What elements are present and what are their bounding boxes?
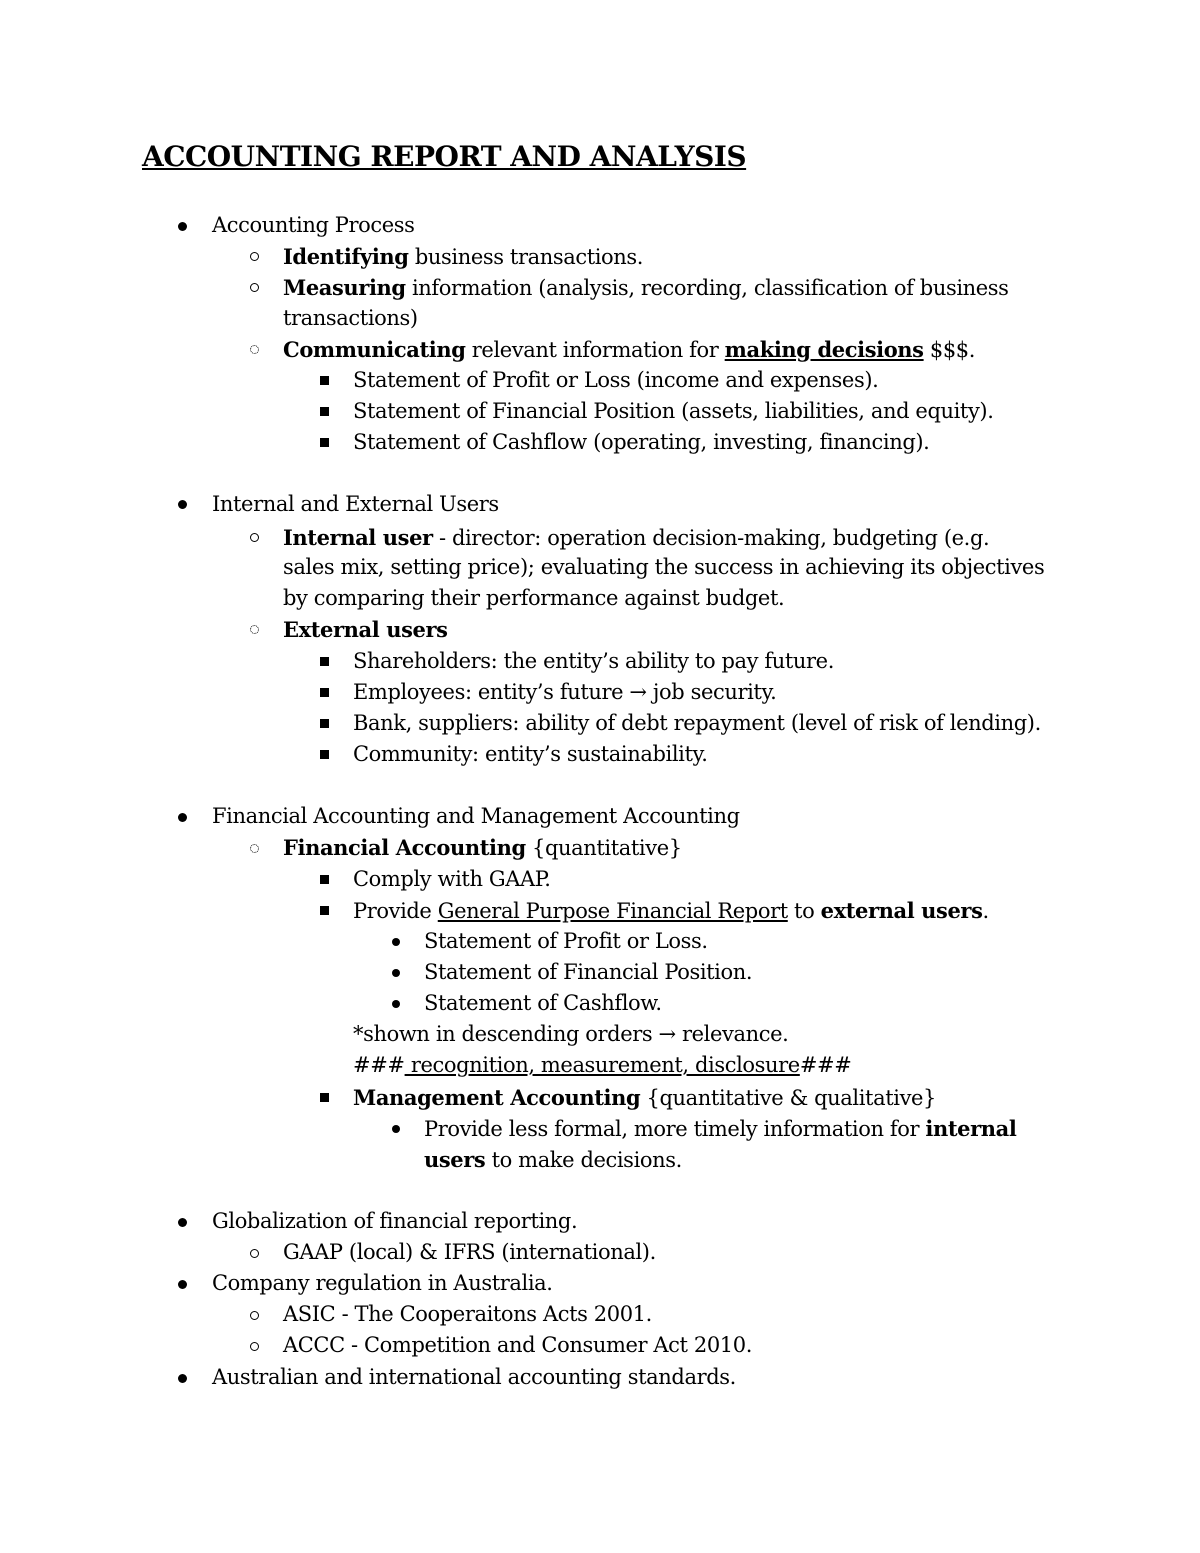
report-financial-position: Statement of Financial Position. bbox=[424, 960, 753, 984]
section-heading-globalization: Globalization of financial reporting. bbox=[212, 1209, 578, 1233]
note-recognition: ### recognition, measurement, disclosure### bbox=[353, 1053, 852, 1077]
external-community: Community: entity’s sustainability. bbox=[353, 742, 708, 766]
external-employees: Employees: entity’s future → job security. bbox=[353, 680, 777, 704]
report-profit-loss: Statement of Profit or Loss. bbox=[424, 929, 708, 953]
bullet-disc bbox=[178, 1218, 187, 1227]
item-gaap-ifrs: GAAP (local) & IFRS (international). bbox=[283, 1240, 656, 1264]
bullet-circle bbox=[250, 1249, 259, 1258]
bullet-square bbox=[320, 407, 329, 416]
statement-profit-loss: Statement of Profit or Loss (income and expenses). bbox=[353, 368, 879, 392]
fa-provide-report: Provide General Purpose Financial Report to external users. bbox=[353, 898, 989, 923]
bullet-square bbox=[320, 875, 329, 884]
section-heading-standards: Australian and international accounting standards. bbox=[212, 1365, 736, 1389]
item-financial-accounting: Financial Accounting {quantitative} bbox=[283, 835, 682, 860]
bullet-disc bbox=[392, 969, 400, 977]
ma-provide-info-cont: users to make decisions. bbox=[424, 1147, 682, 1172]
bullet-square bbox=[320, 688, 329, 697]
item-communicating: Communicating relevant information for making decisions $$$. bbox=[283, 337, 976, 362]
bullet-square bbox=[320, 906, 329, 915]
external-bank-suppliers: Bank, suppliers: ability of debt repayment (level of risk of lending). bbox=[353, 711, 1041, 735]
bullet-square bbox=[320, 750, 329, 759]
bullet-disc bbox=[392, 938, 400, 946]
section-heading-accounting-process: Accounting Process bbox=[212, 213, 415, 237]
report-cashflow: Statement of Cashflow. bbox=[424, 991, 662, 1015]
item-internal-user: Internal user - director: operation decision-making, budgeting (e.g. bbox=[283, 525, 990, 550]
item-measuring-cont: transactions) bbox=[283, 306, 418, 330]
bullet-disc bbox=[178, 813, 187, 822]
bullet-circle bbox=[250, 1342, 259, 1351]
note-descending-order: *shown in descending orders → relevance. bbox=[353, 1022, 789, 1046]
item-asic: ASIC - The Cooperaitons Acts 2001. bbox=[283, 1302, 652, 1326]
bullet-circle bbox=[250, 533, 259, 542]
bullet-circle bbox=[250, 252, 259, 261]
bullet-square bbox=[320, 657, 329, 666]
bullet-circle-dotted bbox=[250, 844, 259, 853]
bullet-disc bbox=[178, 1280, 187, 1289]
item-external-users: External users bbox=[283, 617, 448, 642]
external-shareholders: Shareholders: the entity’s ability to pay future. bbox=[353, 649, 834, 673]
page-title: ACCOUNTING REPORT AND ANALYSIS bbox=[142, 140, 747, 173]
bullet-disc bbox=[392, 1125, 400, 1133]
bullet-circle-dotted bbox=[250, 625, 259, 634]
bullet-disc bbox=[178, 500, 187, 509]
section-heading-company-regulation: Company regulation in Australia. bbox=[212, 1271, 553, 1295]
item-identifying: Identifying business transactions. bbox=[283, 244, 644, 269]
section-heading-financial-management: Financial Accounting and Management Accounting bbox=[212, 804, 740, 828]
bullet-square bbox=[320, 1093, 329, 1102]
bullet-square bbox=[320, 719, 329, 728]
item-management-accounting: Management Accounting {quantitative & qualitative} bbox=[353, 1085, 937, 1110]
bullet-disc bbox=[178, 1374, 187, 1383]
bullet-circle bbox=[250, 1311, 259, 1320]
item-internal-user-cont1: sales mix, setting price); evaluating the success in achieving its objectives bbox=[283, 555, 1045, 579]
item-measuring: Measuring information (analysis, recording, classification of business bbox=[283, 275, 1009, 300]
bullet-circle-dotted bbox=[250, 345, 259, 354]
bullet-disc bbox=[392, 1000, 400, 1008]
statement-cashflow: Statement of Cashflow (operating, investing, financing). bbox=[353, 430, 930, 454]
bullet-disc bbox=[178, 222, 187, 231]
bullet-square bbox=[320, 438, 329, 447]
bullet-circle bbox=[250, 283, 259, 292]
fa-comply-gaap: Comply with GAAP. bbox=[353, 867, 551, 891]
ma-provide-info: Provide less formal, more timely information for internal bbox=[424, 1116, 1017, 1141]
statement-financial-position: Statement of Financial Position (assets, liabilities, and equity). bbox=[353, 399, 994, 423]
section-heading-users: Internal and External Users bbox=[212, 492, 499, 516]
item-internal-user-cont2: by comparing their performance against budget. bbox=[283, 586, 785, 610]
bullet-square bbox=[320, 376, 329, 385]
item-accc: ACCC - Competition and Consumer Act 2010. bbox=[283, 1333, 752, 1357]
